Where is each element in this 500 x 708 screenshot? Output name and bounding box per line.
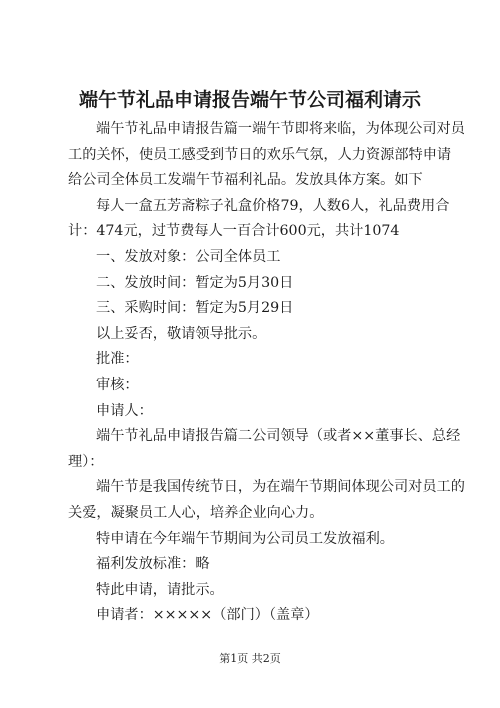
body-line: 端午节礼品申请报告篇一端午节即将来临，为体现公司对员 [96,121,465,137]
document-title: 端午节礼品申请报告端午节公司福利请示 [78,89,421,111]
body-line: 二、发放时间：暂定为5月30日 [96,274,294,291]
body-line: 特此申请，请批示。 [96,581,224,598]
body-line: 一、发放对象：公司全体员工 [96,248,281,265]
body-line: 审核： [96,376,139,393]
body-line: 特申请在今年端午节期间为公司员工发放福利。 [96,530,394,547]
body-line: 申请者：×××××（部门）（盖章） [96,607,319,624]
body-line: 端午节礼品申请报告篇二公司领导（或者××董事长、总经 [96,428,461,445]
body-line: 申请人： [96,402,153,419]
body-line: 理）： [68,453,104,470]
body-line: 关爱，凝聚员工人心，培养企业向心力。 [68,504,324,521]
body-line: 端午节是我国传统节日，为在端午节期间体现公司对员工的 [96,479,465,496]
document-body [68,117,465,629]
body-line: 计：474元，过节费每人一百合计600元，共计1074 [68,223,400,240]
body-line: 给公司全体员工发端午节福利礼品。发放具体方案。如下 [68,172,423,189]
body-line: 批准： [96,351,139,368]
body-line: 工的关怀，使员工感受到节日的欢乐气氛，人力资源部特申请 [68,146,452,163]
page-number-footer: 第1页 共2页 [219,652,281,665]
body-line: 三、采购时间：暂定为5月29日 [96,300,294,317]
body-line: 福利发放标准：略 [96,556,210,573]
body-line: 以上妥否，敬请领导批示。 [96,325,267,342]
body-line: 每人一盒五芳斋粽子礼盒价格79，人数6人，礼品费用合 [96,197,450,214]
